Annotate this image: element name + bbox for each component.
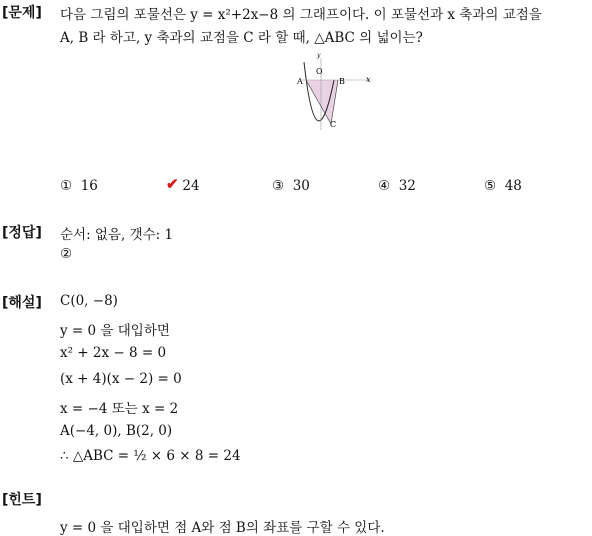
solution-label: [해설] <box>2 295 42 311</box>
hint-text: y = 0 을 대입하면 점 A와 점 B의 좌표를 구할 수 있다. <box>60 520 385 536</box>
choice-3[interactable] <box>272 178 310 194</box>
graph-label-o: O <box>316 67 323 76</box>
solution-line-5: x = −4 또는 x = 2 <box>60 401 179 417</box>
choice-1-number: ① <box>60 178 73 194</box>
problem-label: [문제] <box>2 5 42 21</box>
solution-line-1: C(0, −8) <box>60 293 118 309</box>
graph-label-b: B <box>339 77 345 86</box>
problem-text-line-2: A, B 라 하고, y 축과의 교점을 C 라 할 때, △ABC 의 넓이는? <box>60 30 423 46</box>
graph-label-c: C <box>330 120 337 129</box>
solution-line-2: y = 0 을 대입하면 <box>60 323 170 339</box>
parabola-graph <box>296 50 380 134</box>
answer-meta: 순서: 없음, 갯수: 1 <box>60 227 174 243</box>
choice-2[interactable] <box>166 175 200 194</box>
choice-1-value: 16 <box>80 178 98 194</box>
problem-text-line-1: 다음 그림의 포물선은 y = x²+2x−8 의 그래프이다. 이 포물선과 x 축과의 교점을 <box>60 7 542 23</box>
choice-5[interactable] <box>484 178 522 194</box>
triangle-abc-fill <box>306 80 338 124</box>
answer-label: [정답] <box>2 225 42 241</box>
graph-label-a: A <box>297 77 303 86</box>
choice-4[interactable] <box>378 178 416 194</box>
choice-4-number: ④ <box>378 178 391 194</box>
choice-2-value: 24 <box>182 178 200 194</box>
solution-line-6: A(−4, 0), B(2, 0) <box>60 423 173 439</box>
solution-line-4: (x + 4)(x − 2) = 0 <box>60 371 182 387</box>
choice-3-value: 30 <box>292 178 310 194</box>
solution-line-7: ∴ △ABC = ½ × 6 × 8 = 24 <box>60 448 241 464</box>
choice-1[interactable] <box>60 178 98 194</box>
choice-4-value: 32 <box>398 178 416 194</box>
choice-5-number: ⑤ <box>484 178 497 194</box>
graph-label-x: x <box>366 75 371 84</box>
answer-value: ② <box>60 246 73 262</box>
solution-line-3: x² + 2x − 8 = 0 <box>60 345 167 361</box>
check-mark-icon: ✔ <box>166 175 179 193</box>
choice-5-value: 48 <box>504 178 522 194</box>
parabola-svg <box>296 50 380 134</box>
graph-label-y: y <box>317 52 321 59</box>
choice-3-number: ③ <box>272 178 285 194</box>
hint-label: [힌트] <box>2 492 42 508</box>
